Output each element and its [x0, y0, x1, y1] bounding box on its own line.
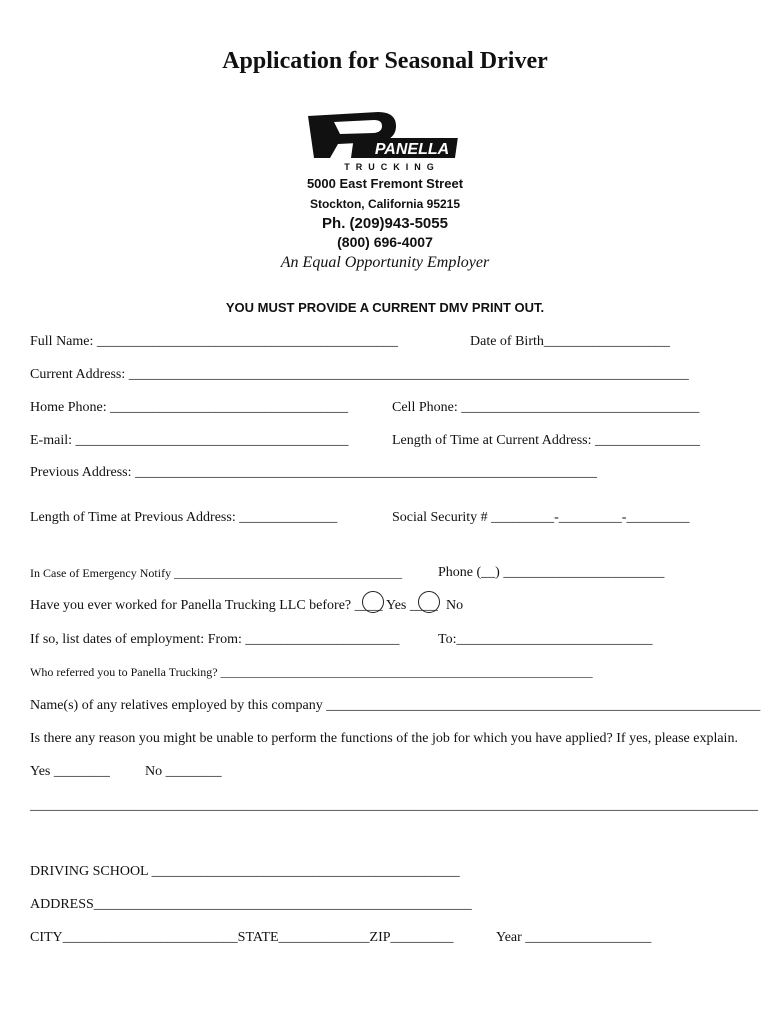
explanation-line[interactable]: ________________________________________________________________________________________________________	[30, 798, 758, 813]
ssn-field[interactable]: Social Security # _________-_________-_________	[392, 510, 690, 525]
dmv-notice: YOU MUST PROVIDE A CURRENT DMV PRINT OUT.	[225, 300, 545, 315]
driving-school-field[interactable]: DRIVING SCHOOL ____________________________________________	[30, 864, 460, 879]
previous-address-field[interactable]: Previous Address: __________________________________________________________________	[30, 465, 597, 480]
yes-label: Yes ____	[386, 598, 438, 613]
cell-phone-field[interactable]: Cell Phone: __________________________________	[392, 400, 700, 415]
company-city: Stockton, California 95215	[309, 197, 461, 211]
dob-field[interactable]: Date of Birth__________________	[470, 334, 670, 349]
panella-logo	[300, 108, 470, 174]
inability-question: Is there any reason you might be unable to perform the functions of the job for which you have applied? If yes, please explain.	[30, 731, 738, 746]
inability-yes-field[interactable]: Yes ________	[30, 764, 110, 779]
dates-employment-to-field[interactable]: To:____________________________	[438, 632, 653, 647]
city-state-zip-field[interactable]: CITY_________________________STATE_____________ZIP_________	[30, 930, 454, 945]
logo-sub-text: TRUCKING	[344, 162, 440, 172]
page-title: Application for Seasonal Driver	[222, 48, 548, 74]
emergency-contact-field[interactable]: In Case of Emergency Notify ______________________________________	[30, 566, 403, 580]
referred-by-field[interactable]: Who referred you to Panella Trucking? ______________________________________________________________	[30, 665, 593, 679]
logo-main-text: PANELLA	[374, 141, 450, 158]
eoe-statement: An Equal Opportunity Employer	[280, 254, 490, 271]
time-current-address-field[interactable]: Length of Time at Current Address: _______________	[392, 433, 700, 448]
time-previous-address-field[interactable]: Length of Time at Previous Address: ______________	[30, 510, 338, 525]
email-field[interactable]: E-mail: _______________________________________	[30, 433, 349, 448]
yes-radio[interactable]	[362, 591, 384, 613]
dates-employment-from-field[interactable]: If so, list dates of employment: From: ______________________	[30, 632, 400, 647]
no-label: No	[446, 598, 464, 613]
relatives-field[interactable]: Name(s) of any relatives employed by this company ______________________________________________________________	[30, 698, 761, 713]
home-phone-field[interactable]: Home Phone: __________________________________	[30, 400, 349, 415]
driving-school-address-field[interactable]: ADDRESS______________________________________________________	[30, 897, 472, 912]
company-phone-tollfree: (800) 696-4007	[337, 234, 433, 250]
no-radio[interactable]	[418, 591, 440, 613]
company-street: 5000 East Fremont Street	[306, 176, 464, 191]
inability-no-field[interactable]: No ________	[145, 764, 222, 779]
current-address-field[interactable]: Current Address: ________________________________________________________________________________	[30, 367, 689, 382]
year-field[interactable]: Year __________________	[496, 930, 652, 945]
worked-before-question: Have you ever worked for Panella Trucking LLC before? ____	[30, 598, 383, 613]
full-name-field[interactable]: Full Name: ___________________________________________	[30, 334, 398, 349]
company-phone: Ph. (209)943-5055	[322, 215, 448, 232]
emergency-phone-field[interactable]: Phone (__) _______________________	[438, 565, 665, 580]
